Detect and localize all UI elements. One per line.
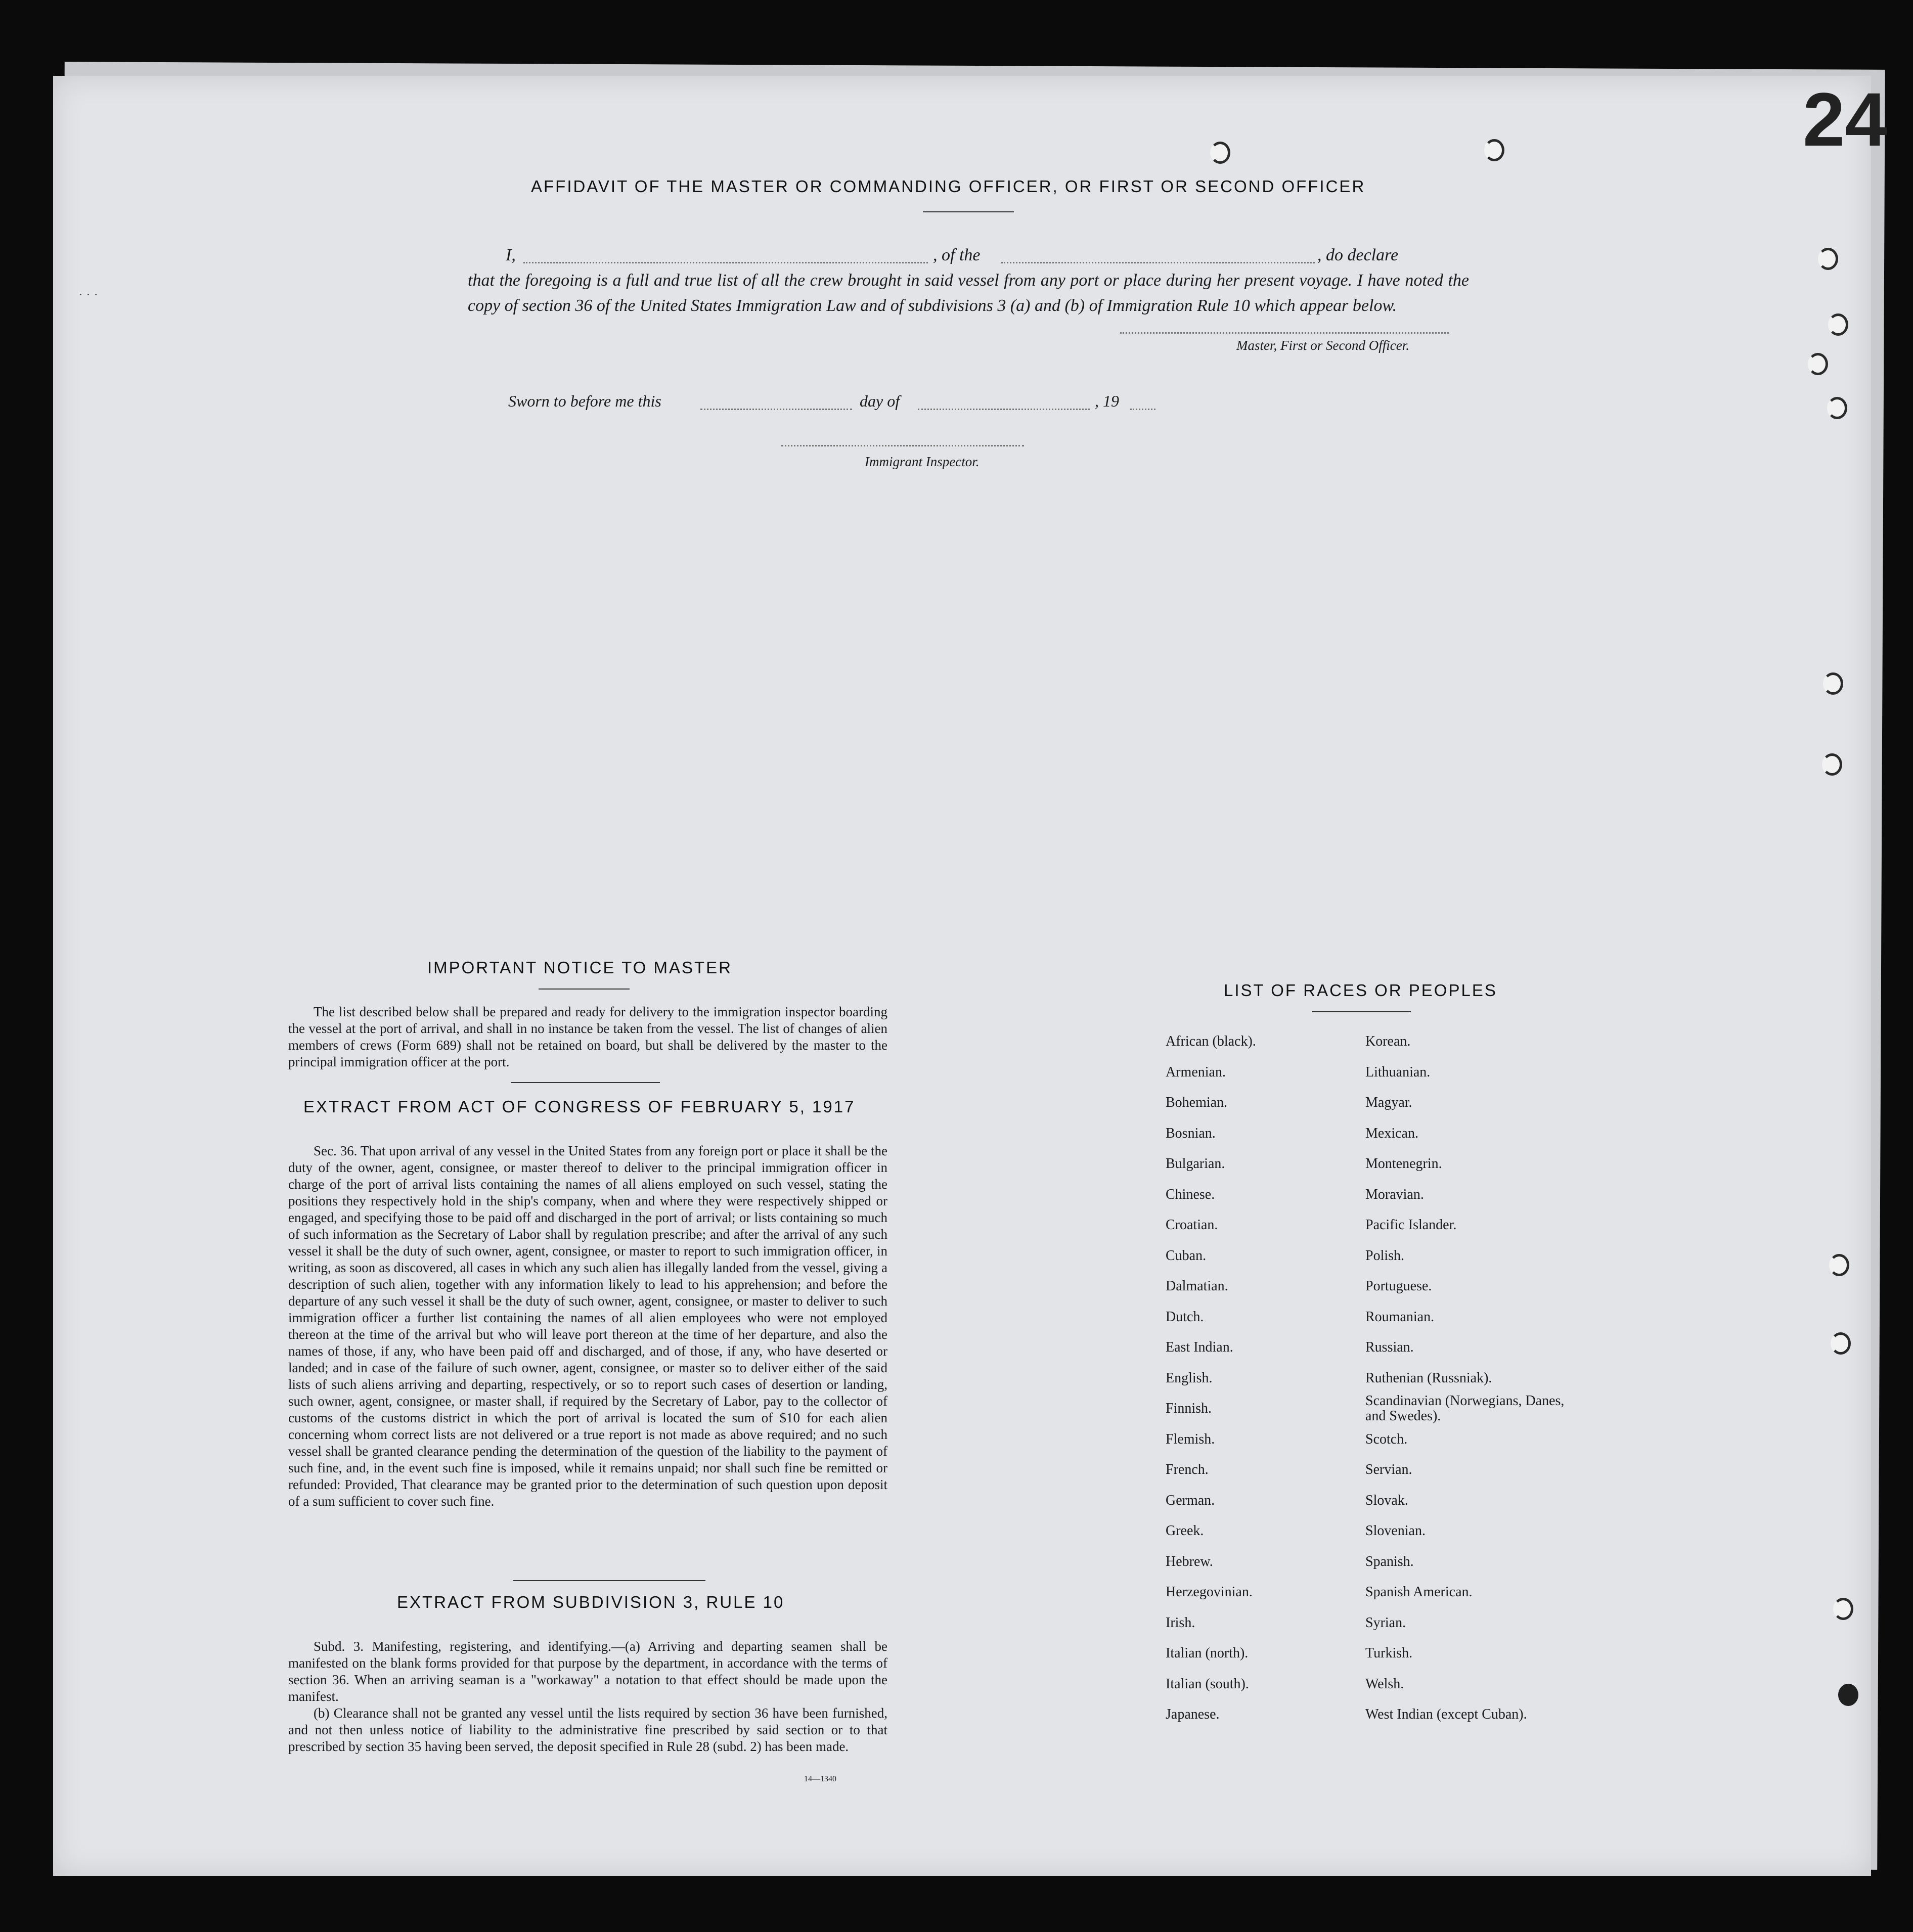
page-number: 24 (1803, 77, 1887, 162)
margin-mark: · · · (78, 287, 98, 302)
section-divider (511, 1082, 660, 1083)
affidavit-i: I, (506, 246, 516, 264)
race-item: Servian. (1365, 1462, 1412, 1477)
punch-hole-icon (1838, 1684, 1858, 1706)
punch-hole-icon (1829, 1254, 1849, 1276)
race-item: Scandinavian (Norwegians, Danes, and Swedes). (1365, 1393, 1565, 1424)
vessel-blank (1001, 262, 1315, 263)
races-left-column (1166, 1026, 1256, 1730)
race-item: Korean. (1365, 1034, 1411, 1049)
punch-hole-icon (1210, 142, 1230, 164)
race-item: Russian. (1365, 1339, 1414, 1355)
notice-body: The list described below shall be prepared and ready for delivery to the immigration inspector boarding the vessel at the port of arrival, and shall in no instance be taken from the vessel. The list of changes of alien members of crews (Form 689) shall not be retained on board, but shall be delivered by the master to the principal immigration officer at the port. (288, 1004, 887, 1069)
punch-hole-icon (1831, 1332, 1851, 1355)
section-divider (513, 1580, 705, 1581)
race-item: Armenian. (1166, 1064, 1226, 1080)
race-item: Finnish. (1166, 1401, 1212, 1416)
race-item: Chinese. (1166, 1186, 1215, 1202)
race-item: Roumanian. (1365, 1309, 1435, 1325)
race-item: East Indian. (1166, 1339, 1233, 1355)
act-body: Sec. 36. That upon arrival of any vessel in the United States from any foreign port or place it shall be the duty of the owner, agent, consignee, or master thereof to deliver to the principal immigration officer in charge of the port of arrival lists containing the names of all aliens employed on such vessel, stating the positions they respectively hold in the ship's company, when and where they were respectively shipped or engaged, and specifying those to be paid off and discharged in the port of arrival; or lists containing so much of such information as the Secretary of Labor shall by regulation prescribe; and after the arrival of any such vessel it shall be the duty of such owner, agent, consignee, or master to report to such immigration officer, in writing, as soon as discovered, all cases in which any such alien has illegally landed from the vessel, giving a description of such alien, together with any information likely to lead to his apprehension; and before the departure of any such vessel it shall be the duty of such owner, agent, consignee, or master to deliver to such immigration officer a further list containing the names of all alien employees who were not employed thereon at the time of the arrival but who will leave port thereon at the time of her departure, and also the names of those, if any, who have been paid off and discharged, and of those, if any, who have deserted or landed; and in case of the failure of such owner, agent, consignee, or master so to deliver either of the said lists of such aliens arriving and departing, respectively, or so to report such cases of desertion or landing, such owner, agent, consignee, or master shall, if required by the Secretary of Labor, pay to the collector of customs of the customs district in which the port of arrival is located the sum of $10 for each alien concerning whom correct lists are not delivered or a true report is not made as above required; and no such vessel shall be granted clearance pending the determination of the question of the liability to the payment of such fine, and, in the event such fine is imposed, while it remains unpaid; nor shall such fine be remitted or refunded: Provided, That clearance may be granted prior to the determination of such question upon deposit of a sum sufficient to cover such fine. (288, 1143, 887, 1509)
race-item: West Indian (except Cuban). (1365, 1706, 1527, 1722)
race-item: German. (1166, 1492, 1215, 1508)
punch-hole-icon (1827, 397, 1847, 419)
punch-hole-icon (1823, 672, 1843, 695)
race-item: Montenegrin. (1365, 1156, 1442, 1172)
sworn-label: Sworn to before me this (508, 392, 661, 410)
race-item: Moravian. (1365, 1186, 1424, 1202)
year-label: , 19 (1095, 392, 1119, 410)
heading-divider (1312, 1011, 1411, 1012)
rule-heading: EXTRACT FROM SUBDIVISION 3, RULE 10 (397, 1593, 785, 1611)
punch-hole-icon (1822, 753, 1842, 776)
punch-hole-icon (1818, 248, 1838, 270)
race-item: Magyar. (1365, 1095, 1412, 1110)
race-item: English. (1166, 1370, 1213, 1386)
heading-divider (923, 211, 1014, 212)
race-item: Italian (north). (1166, 1645, 1249, 1661)
race-item: Italian (south). (1166, 1676, 1249, 1692)
race-item: Greek. (1166, 1523, 1204, 1539)
race-item: French. (1166, 1462, 1209, 1477)
affidavit-declare: , do declare (1317, 246, 1399, 264)
race-item: Herzegovinian. (1166, 1584, 1253, 1600)
punch-hole-icon (1484, 139, 1504, 161)
master-label: Master, First or Second Officer. (1236, 338, 1409, 353)
act-text (288, 1143, 887, 1510)
affidavit-body: that the foregoing is a full and true list of all the crew brought in said vessel from any port or place during her present voyage. I have noted the copy of section 36 of the United States Immigration Law and of subdivisions 3 (a) and (b) of Immigration Rule 10 which appear below. (468, 271, 1469, 315)
sworn-month-blank (918, 409, 1090, 410)
race-item: Hebrew. (1166, 1553, 1213, 1569)
race-item: Dalmatian. (1166, 1278, 1228, 1294)
document-page (53, 76, 1887, 1876)
race-item: Pacific Islander. (1365, 1217, 1457, 1233)
race-item: Bosnian. (1166, 1125, 1216, 1141)
race-item: Ruthenian (Russniak). (1365, 1370, 1492, 1386)
punch-hole-icon (1808, 353, 1828, 375)
race-item: Slovenian. (1365, 1523, 1426, 1539)
race-item: Polish. (1365, 1247, 1405, 1264)
rule-para-b: (b) Clearance shall not be granted any vessel until the lists required by section 36 have been furnished, and not then unless notice of liability to the administrative fine prescribed by said section or to that prescribed by section 35 having been served, the deposit specified in Rule 28 (subd. 2) has been made. (288, 1705, 887, 1754)
race-item: Scotch. (1365, 1431, 1408, 1447)
rule-para-a: Subd. 3. Manifesting, registering, and identifying.—(a) Arriving and departing seamen shall be manifested on the blank forms provided for that purpose by the department, in accordance with the terms of section 36. When an arriving seaman is a "workaway" a notation to that effect should be made upon the manifest. (288, 1639, 887, 1704)
sworn-day-blank (700, 409, 852, 410)
inspector-signature-line (781, 445, 1024, 446)
race-item: Cuban. (1166, 1247, 1207, 1264)
race-item: Slovak. (1365, 1492, 1408, 1508)
affidavit-of-the: , of the (933, 246, 981, 264)
race-item: Irish. (1166, 1614, 1195, 1631)
master-signature-line (1120, 332, 1449, 334)
race-item: Japanese. (1166, 1706, 1220, 1722)
notice-heading: IMPORTANT NOTICE TO MASTER (427, 958, 733, 977)
race-item: Turkish. (1365, 1645, 1413, 1661)
race-item: Bulgarian. (1166, 1156, 1225, 1172)
heading-divider (539, 989, 630, 990)
notice-text (288, 1004, 887, 1070)
races-heading: LIST OF RACES OR PEOPLES (1224, 981, 1497, 1000)
form-number: 14—1340 (804, 1775, 836, 1783)
race-item: African (black). (1166, 1034, 1256, 1049)
race-item: Dutch. (1166, 1309, 1204, 1325)
affidavit-heading: AFFIDAVIT OF THE MASTER OR COMMANDING OFFICER, OR FIRST OR SECOND OFFICER (531, 177, 1366, 196)
punch-hole-icon (1833, 1598, 1853, 1620)
race-item: Lithuanian. (1365, 1064, 1431, 1080)
act-heading: EXTRACT FROM ACT OF CONGRESS OF FEBRUARY 5, 1917 (303, 1097, 856, 1116)
year-blank (1130, 409, 1155, 410)
race-item: Welsh. (1365, 1676, 1404, 1692)
races-right-column (1365, 1026, 1578, 1730)
race-item: Croatian. (1166, 1217, 1218, 1233)
affidavit-text (468, 243, 1469, 319)
race-item: Portuguese. (1365, 1278, 1432, 1294)
race-item: Flemish. (1166, 1431, 1215, 1447)
race-item: Syrian. (1365, 1614, 1406, 1631)
punch-hole-icon (1828, 313, 1848, 336)
rule-text (288, 1638, 887, 1755)
race-item: Spanish American. (1365, 1584, 1473, 1600)
day-of-label: day of (860, 392, 900, 410)
name-blank (523, 262, 928, 263)
inspector-label: Immigrant Inspector. (865, 454, 980, 469)
race-item: Bohemian. (1166, 1095, 1228, 1110)
race-item: Spanish. (1365, 1553, 1414, 1569)
race-item: Mexican. (1365, 1125, 1418, 1141)
